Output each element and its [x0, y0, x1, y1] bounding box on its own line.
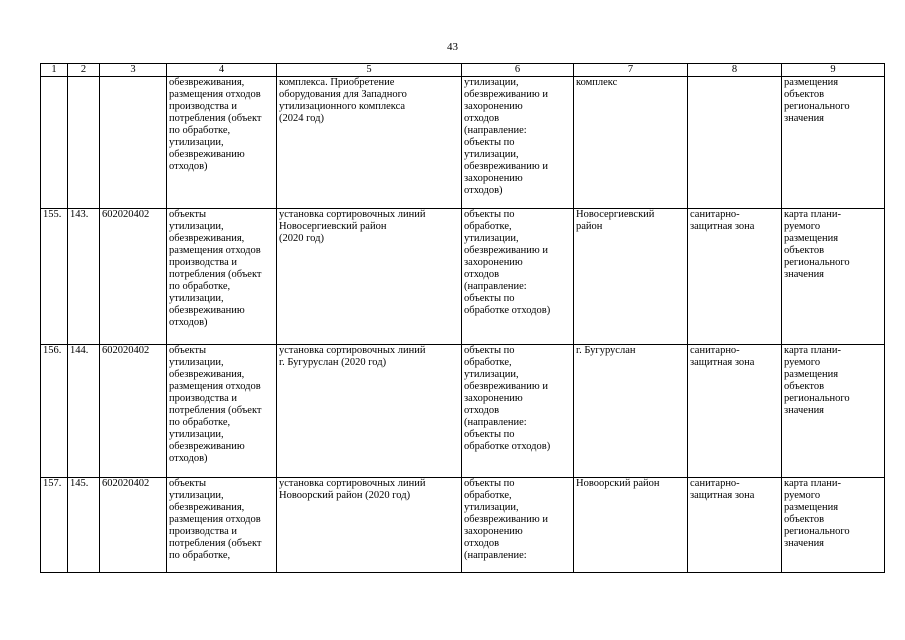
header-row	[41, 64, 885, 77]
object-description: установка сортировочных линий г. Бугуруслан (2020 год)	[277, 345, 462, 478]
map-reference: размещения объектов регионального значения	[782, 77, 885, 209]
table-row	[41, 209, 885, 345]
object-direction: утилизации, обезвреживанию и захоронению отходов (направление: объекты по утилизации, обезвреживанию и захоронению отходов)	[462, 77, 574, 209]
object-direction: объекты по обработке, утилизации, обезвреживанию и захоронению отходов (направление:	[462, 478, 574, 573]
object-location: Новоорский район	[574, 478, 688, 573]
object-location: комплекс	[574, 77, 688, 209]
column-header: 4	[167, 64, 277, 77]
column-header: 6	[462, 64, 574, 77]
object-location: Новосергиевский район	[574, 209, 688, 345]
object-type: объекты утилизации, обезвреживания, размещения отходов производства и потребления (объект по обработке,	[167, 478, 277, 573]
item-number: 143.	[68, 209, 100, 345]
item-number	[68, 77, 100, 209]
column-header: 8	[688, 64, 782, 77]
zone-type: санитарно- защитная зона	[688, 345, 782, 478]
row-number	[41, 77, 68, 209]
page-number: 43	[447, 41, 458, 53]
object-type: объекты утилизации, обезвреживания, размещения отходов производства и потребления (объект по обработке, утилизации, обезвреживанию отходов)	[167, 209, 277, 345]
zone-type: санитарно- защитная зона	[688, 478, 782, 573]
zone-type	[688, 77, 782, 209]
object-description: комплекса. Приобретение оборудования для Западного утилизационного комплекса (2024 год)	[277, 77, 462, 209]
object-code: 602020402	[100, 209, 167, 345]
column-header: 2	[68, 64, 100, 77]
column-header: 9	[782, 64, 885, 77]
object-direction: объекты по обработке, утилизации, обезвреживанию и захоронению отходов (направление: объекты по обработке отходов)	[462, 209, 574, 345]
row-number: 156.	[41, 345, 68, 478]
map-reference: карта плани- руемого размещения объектов регионального значения	[782, 345, 885, 478]
table-row	[41, 345, 885, 478]
row-number: 155.	[41, 209, 68, 345]
column-header: 3	[100, 64, 167, 77]
item-number: 145.	[68, 478, 100, 573]
object-type: обезвреживания, размещения отходов производства и потребления (объект по обработке, утилизации, обезвреживанию отходов)	[167, 77, 277, 209]
map-reference: карта плани- руемого размещения объектов регионального значения	[782, 209, 885, 345]
objects-table	[40, 63, 885, 573]
row-number: 157.	[41, 478, 68, 573]
object-description: установка сортировочных линий Новосергиевский район (2020 год)	[277, 209, 462, 345]
object-direction: объекты по обработке, утилизации, обезвреживанию и захоронению отходов (направление: объекты по обработке отходов)	[462, 345, 574, 478]
zone-type: санитарно- защитная зона	[688, 209, 782, 345]
object-description: установка сортировочных линий Новоорский район (2020 год)	[277, 478, 462, 573]
table-row	[41, 478, 885, 573]
object-code: 602020402	[100, 478, 167, 573]
column-header: 7	[574, 64, 688, 77]
object-code: 602020402	[100, 345, 167, 478]
item-number: 144.	[68, 345, 100, 478]
object-location: г. Бугуруслан	[574, 345, 688, 478]
table-row	[41, 77, 885, 209]
column-header: 5	[277, 64, 462, 77]
map-reference: карта плани- руемого размещения объектов регионального значения	[782, 478, 885, 573]
column-header: 1	[41, 64, 68, 77]
object-code	[100, 77, 167, 209]
object-type: объекты утилизации, обезвреживания, размещения отходов производства и потребления (объект по обработке, утилизации, обезвреживанию отходов)	[167, 345, 277, 478]
